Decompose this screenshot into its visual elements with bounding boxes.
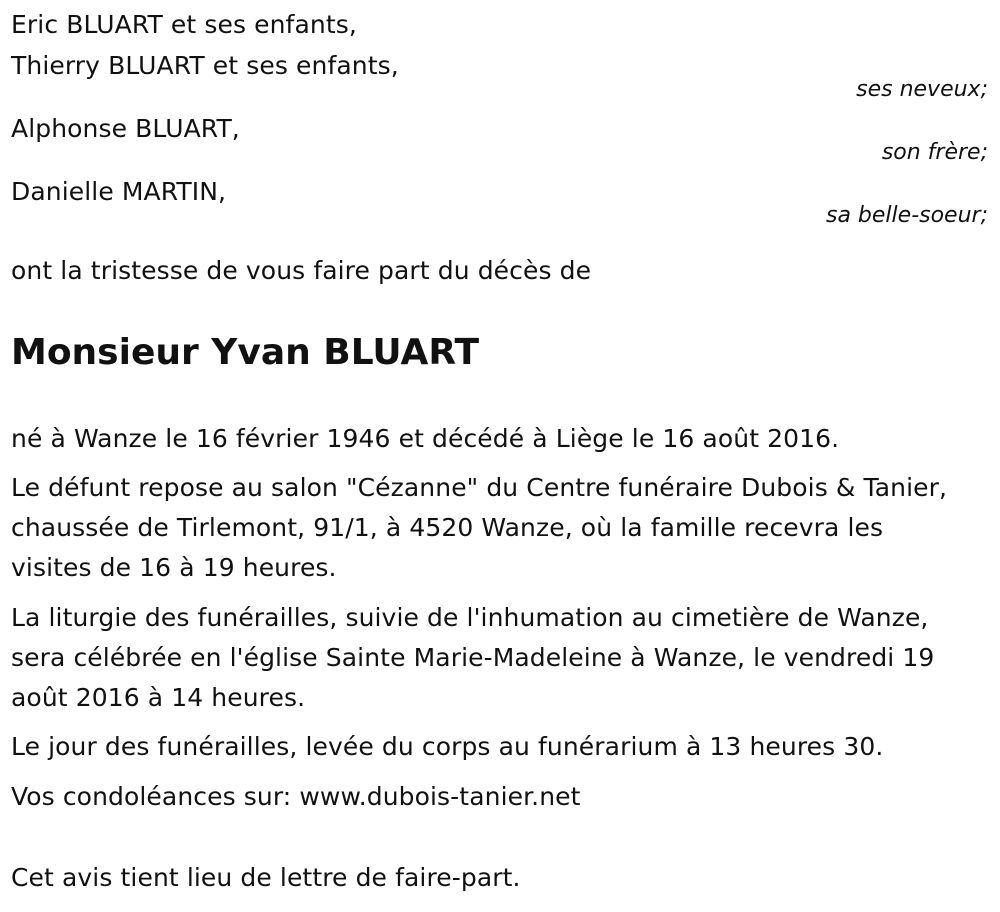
relation-sister-in-law: sa belle-soeur; [826, 203, 988, 228]
announcement-text: ont la tristesse de vous faire part du décès de [11, 256, 592, 285]
rest-line-1: Le défunt repose au salon "Cézanne" du Centre funéraire Dubois & Tanier, [11, 473, 948, 502]
rest-line-3: visites de 16 à 19 heures. [11, 553, 337, 582]
condolences-text: Vos condoléances sur: www.dubois-tanier.net [11, 782, 581, 811]
family-line-alphonse: Alphonse BLUART, [11, 114, 240, 143]
deceased-name: Monsieur Yvan BLUART [11, 332, 480, 373]
liturgy-line-3: août 2016 à 14 heures. [11, 683, 306, 712]
family-line-danielle: Danielle MARTIN, [11, 177, 227, 206]
relation-brother: son frère; [881, 140, 988, 165]
liturgy-line-2: sera célébrée en l'église Sainte Marie-Madeleine à Wanze, le vendredi 19 [11, 643, 935, 672]
rest-line-2: chaussée de Tirlemont, 91/1, à 4520 Wanze, où la famille recevra les [11, 513, 884, 542]
family-line-thierry: Thierry BLUART et ses enfants, [11, 51, 399, 80]
footer-text: Cet avis tient lieu de lettre de faire-part. [11, 863, 521, 892]
birth-death-text: né à Wanze le 16 février 1946 et décédé à Liège le 16 août 2016. [11, 424, 840, 453]
levee-text: Le jour des funérailles, levée du corps au funérarium à 13 heures 30. [11, 732, 884, 761]
relation-nephews: ses neveux; [856, 77, 988, 102]
liturgy-line-1: La liturgie des funérailles, suivie de l'inhumation au cimetière de Wanze, [11, 603, 929, 632]
family-line-eric: Eric BLUART et ses enfants, [11, 10, 357, 39]
